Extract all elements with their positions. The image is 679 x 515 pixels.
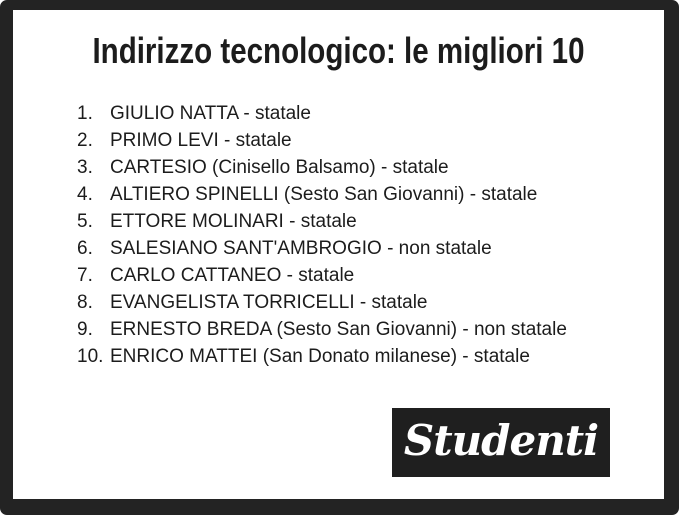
list-item <box>77 208 567 235</box>
list-item-number: 10. <box>77 345 104 367</box>
studenti-logo-text: Studenti <box>403 415 599 465</box>
list-item-number: 8. <box>77 291 93 313</box>
list-item <box>77 262 567 289</box>
list-item-number: 2. <box>77 129 93 151</box>
list-item <box>77 127 567 154</box>
list-item <box>77 289 567 316</box>
studenti-logo <box>392 408 610 477</box>
list-item-number: 9. <box>77 318 93 340</box>
school-list <box>77 100 567 370</box>
list-item <box>77 100 567 127</box>
list-item-text: SALESIANO SANT'AMBROGIO - non statale <box>110 237 492 259</box>
list-item <box>77 316 567 343</box>
list-item-text: PRIMO LEVI - statale <box>110 129 292 151</box>
list-item-text: ETTORE MOLINARI - statale <box>110 210 357 232</box>
list-item <box>77 235 567 262</box>
list-item-text: ERNESTO BREDA (Sesto San Giovanni) - non statale <box>110 318 567 340</box>
list-item-text: ENRICO MATTEI (San Donato milanese) - statale <box>110 345 530 367</box>
list-item-number: 1. <box>77 102 93 124</box>
list-item-text: CARLO CATTANEO - statale <box>110 264 355 286</box>
list-item-number: 6. <box>77 237 93 259</box>
list-item <box>77 154 567 181</box>
list-item <box>77 343 567 370</box>
list-item-text: CARTESIO (Cinisello Balsamo) - statale <box>110 156 449 178</box>
list-item-number: 5. <box>77 210 93 232</box>
list-item-number: 3. <box>77 156 93 178</box>
list-item-text: EVANGELISTA TORRICELLI - statale <box>110 291 428 313</box>
list-item <box>77 181 567 208</box>
list-item-number: 4. <box>77 183 93 205</box>
list-item-text: GIULIO NATTA - statale <box>110 102 311 124</box>
list-item-number: 7. <box>77 264 93 286</box>
page-title: Indirizzo tecnologico: le migliori 10 <box>92 30 585 71</box>
list-item-text: ALTIERO SPINELLI (Sesto San Giovanni) - statale <box>110 183 538 205</box>
